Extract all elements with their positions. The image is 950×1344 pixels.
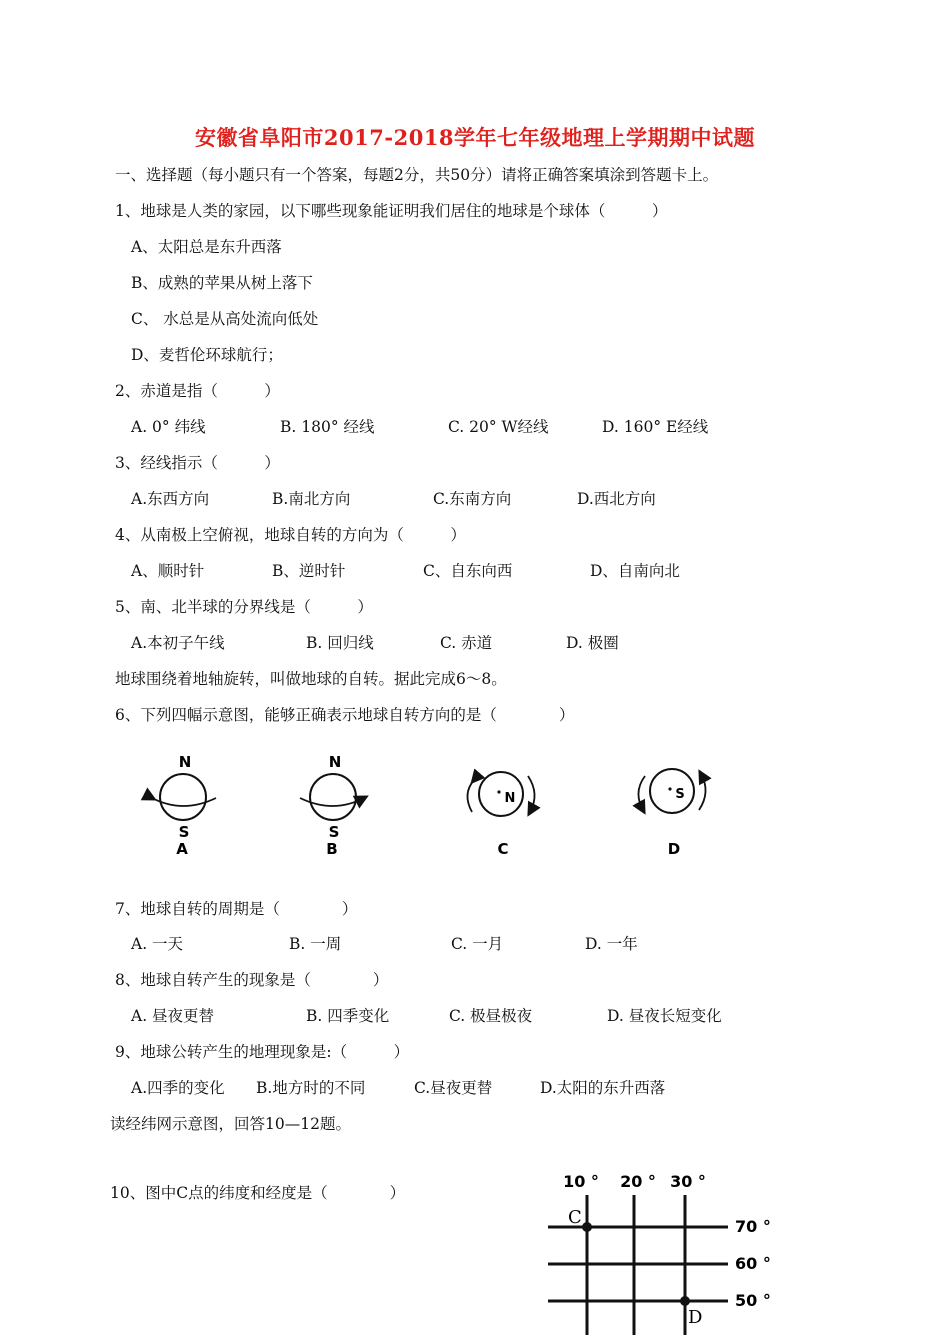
globe-d xyxy=(650,769,694,813)
question-1-option-c: C、 水总是从高处流向低处 xyxy=(131,310,319,328)
question-10-stem: 10、图中C点的纬度和经度是（ ） xyxy=(110,1184,406,1202)
longitude-label-30: 30 ° xyxy=(670,1172,706,1191)
point-d-label: D xyxy=(688,1307,703,1328)
latitude-label-50: 50 ° xyxy=(735,1291,771,1310)
question-4-option-b: B、逆时针 xyxy=(272,562,346,580)
question-5-stem: 5、南、北半球的分界线是（ ） xyxy=(115,598,373,616)
figure-d xyxy=(638,769,705,858)
globe-c xyxy=(479,772,523,816)
figure-d-pole-label: S xyxy=(675,787,685,802)
figure-a-south-label: S xyxy=(178,823,190,841)
latitude-label-60: 60 ° xyxy=(735,1254,771,1273)
question-4-stem: 4、从南极上空俯视，地球自转的方向为（ ） xyxy=(115,526,466,544)
question-5-option-a: A.本初子午线 xyxy=(131,634,225,652)
rotation-arrow-d-left xyxy=(638,776,645,810)
figure-d-label: D xyxy=(667,840,681,858)
rotation-arrow-c-right xyxy=(528,776,535,812)
question-9-option-c: C.昼夜更替 xyxy=(414,1079,493,1097)
question-3-option-b: B.南北方向 xyxy=(272,490,351,508)
section-heading: 一、选择题（每小题只有一个答案，每题2分，共50分）请将正确答案填涂到答题卡上。 xyxy=(115,166,719,184)
figure-c-pole-label: N xyxy=(504,791,516,806)
question-1-option-d: D、麦哲伦环球航行； xyxy=(131,346,283,364)
question-2-option-c: C. 20° W经线 xyxy=(448,418,549,436)
question-2-stem: 2、赤道是指（ ） xyxy=(115,382,280,400)
question-4-option-a: A、顺时针 xyxy=(131,562,205,580)
question-8-option-a: A. 昼夜更替 xyxy=(131,1007,215,1025)
question-2-option-b: B. 180° 经线 xyxy=(280,418,375,436)
question-4-option-d: D、自南向北 xyxy=(590,562,680,580)
question-8-option-b: B. 四季变化 xyxy=(306,1007,390,1025)
figure-a xyxy=(152,753,216,858)
question-2-option-a: A. 0° 纬线 xyxy=(131,418,206,436)
question-3-option-c: C.东南方向 xyxy=(433,490,512,508)
point-c-label: C xyxy=(568,1207,582,1228)
pole-dot-d xyxy=(668,787,671,790)
question-1-option-b: B、成熟的苹果从树上落下 xyxy=(131,274,313,292)
globe-a xyxy=(160,774,206,820)
figure-a-label: A xyxy=(176,840,188,858)
figure-c xyxy=(467,772,534,858)
question-8-stem: 8、地球自转产生的现象是（ ） xyxy=(115,971,389,989)
point-c-marker xyxy=(582,1222,592,1232)
question-3-option-d: D.西北方向 xyxy=(577,490,656,508)
figure-b-south-label: S xyxy=(328,823,340,841)
lat-long-grid xyxy=(540,1165,780,1340)
figure-b-label: B xyxy=(326,840,338,858)
question-1-option-a: A、太阳总是东升西落 xyxy=(131,238,282,256)
question-9-option-a: A.四季的变化 xyxy=(131,1079,225,1097)
question-7-stem: 7、地球自转的周期是（ ） xyxy=(115,900,358,918)
question-5-option-b: B. 回归线 xyxy=(306,634,374,652)
pole-dot-c xyxy=(497,790,500,793)
longitude-label-20: 20 ° xyxy=(620,1172,656,1191)
longitude-label-10: 10 ° xyxy=(563,1172,599,1191)
intro-6-8: 地球围绕着地轴旋转，叫做地球的自转。据此完成6～8。 xyxy=(115,670,507,688)
question-7-option-d: D. 一年 xyxy=(585,935,638,953)
question-4-option-c: C、自东向西 xyxy=(423,562,513,580)
figure-a-north-label: N xyxy=(178,753,192,771)
question-2-option-d: D. 160° E经线 xyxy=(602,418,709,436)
question-7-option-a: A. 一天 xyxy=(131,935,184,953)
point-d-marker xyxy=(680,1296,690,1306)
latitude-label-70: 70 ° xyxy=(735,1217,771,1236)
question-9-option-d: D.太阳的东升西落 xyxy=(540,1079,666,1097)
question-7-option-c: C. 一月 xyxy=(451,935,504,953)
question-1-stem: 1、地球是人类的家园，以下哪些现象能证明我们居住的地球是个球体（ ） xyxy=(115,202,668,220)
rotation-figures xyxy=(0,740,950,865)
question-9-option-b: B.地方时的不同 xyxy=(256,1079,366,1097)
figure-b xyxy=(300,753,364,858)
question-3-stem: 3、经线指示（ ） xyxy=(115,454,280,472)
question-6-stem: 6、下列四幅示意图，能够正确表示地球自转方向的是（ ） xyxy=(115,706,575,724)
rotation-arrow-c-left xyxy=(467,780,474,812)
intro-10-12: 读经纬网示意图，回答10—12题。 xyxy=(110,1115,351,1133)
figure-c-label: C xyxy=(497,840,509,858)
question-5-option-c: C. 赤道 xyxy=(440,634,493,652)
question-5-option-d: D. 极圈 xyxy=(566,634,619,652)
question-7-option-b: B. 一周 xyxy=(289,935,342,953)
question-3-option-a: A.东西方向 xyxy=(131,490,210,508)
rotation-arrow-d-right xyxy=(699,774,706,810)
question-8-option-c: C. 极昼极夜 xyxy=(449,1007,533,1025)
page-title: 安徽省阜阳市2017-2018学年七年级地理上学期期中试题 xyxy=(194,125,756,150)
figure-b-north-label: N xyxy=(328,753,342,771)
question-9-stem: 9、地球公转产生的地理现象是:（ ） xyxy=(115,1043,410,1061)
globe-b xyxy=(310,774,356,820)
question-8-option-d: D. 昼夜长短变化 xyxy=(607,1007,722,1025)
